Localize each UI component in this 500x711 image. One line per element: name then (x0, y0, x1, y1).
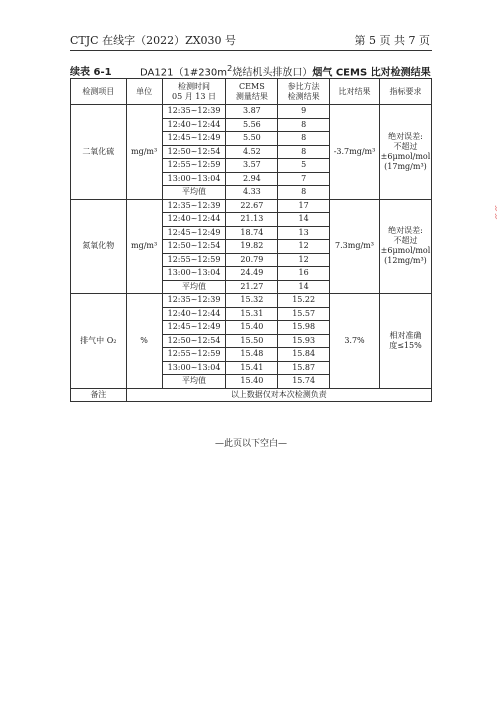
column-header: 指标要求 (379, 79, 431, 105)
remark-row (71, 388, 432, 402)
time-cell: 平均值 (162, 375, 226, 389)
column-header: 检测项目 (71, 79, 127, 105)
unit: mg/m³ (126, 199, 162, 294)
comparison-result: 3.7% (330, 294, 380, 389)
time-cell: 12:45~12:49 (162, 321, 226, 335)
requirement: 绝对误差: 不超过 ±6μmol/mol (17mg/m³) (379, 105, 431, 200)
time-cell: 12:35~12:39 (162, 105, 226, 119)
cems-value: 15.31 (226, 307, 278, 321)
table-caption (140, 63, 431, 78)
time-cell: 12:40~12:44 (162, 307, 226, 321)
reference-value: 14 (278, 280, 330, 294)
reference-value: 15.98 (278, 321, 330, 335)
cems-value: 4.33 (226, 186, 278, 200)
seal-stamp: ⌇⌇ (492, 205, 500, 221)
reference-value: 14 (278, 213, 330, 227)
table-header-row (71, 79, 432, 105)
caption-sup: 2 (227, 63, 233, 73)
blank-below-note: —此页以下空白— (214, 439, 287, 449)
caption-bold: 烟气 CEMS 比对检测结果 (312, 67, 431, 79)
comparison-result: 7.3mg/m³ (330, 199, 380, 294)
item-name: 二氧化硫 (71, 105, 127, 200)
requirement: 绝对误差: 不超过 ±6μmol/mol (12mg/m³) (379, 199, 431, 294)
cems-value: 21.27 (226, 280, 278, 294)
time-cell: 12:50~12:54 (162, 334, 226, 348)
cems-value: 4.52 (226, 145, 278, 159)
reference-value: 12 (278, 253, 330, 267)
reference-value: 8 (278, 118, 330, 132)
reference-value: 8 (278, 186, 330, 200)
time-cell: 12:50~12:54 (162, 145, 226, 159)
time-cell: 12:40~12:44 (162, 118, 226, 132)
reference-value: 8 (278, 145, 330, 159)
reference-value: 9 (278, 105, 330, 119)
cems-value: 15.48 (226, 348, 278, 362)
time-cell: 13:00~13:04 (162, 172, 226, 186)
cems-value: 3.87 (226, 105, 278, 119)
cems-value: 5.56 (226, 118, 278, 132)
time-cell: 12:55~12:59 (162, 159, 226, 173)
reference-value: 13 (278, 226, 330, 240)
reference-value: 12 (278, 240, 330, 254)
cems-value: 15.50 (226, 334, 278, 348)
remark-label: 备注 (71, 388, 127, 402)
reference-value: 15.84 (278, 348, 330, 362)
time-cell: 平均值 (162, 186, 226, 200)
table-row (71, 105, 432, 119)
cems-value: 5.50 (226, 132, 278, 146)
table-row (71, 294, 432, 308)
column-header: 参比方法 检测结果 (278, 79, 330, 105)
comparison-result: -3.7mg/m³ (330, 105, 380, 200)
results-table (70, 78, 432, 402)
time-cell: 13:00~13:04 (162, 267, 226, 281)
table-row (71, 199, 432, 213)
remark-text: 以上数据仅对本次检测负责 (126, 388, 431, 402)
time-cell: 平均值 (162, 280, 226, 294)
cems-value: 2.94 (226, 172, 278, 186)
cems-value: 15.40 (226, 375, 278, 389)
cems-value: 24.49 (226, 267, 278, 281)
column-header: 比对结果 (330, 79, 380, 105)
page-number: 第 5 页 共 7 页 (354, 34, 430, 47)
cems-value: 19.82 (226, 240, 278, 254)
reference-value: 7 (278, 172, 330, 186)
column-header: 单位 (126, 79, 162, 105)
requirement: 相对准确 度≤15% (379, 294, 431, 389)
cems-value: 20.79 (226, 253, 278, 267)
time-cell: 13:00~13:04 (162, 361, 226, 375)
reference-value: 15.57 (278, 307, 330, 321)
time-cell: 12:45~12:49 (162, 132, 226, 146)
cems-value: 15.41 (226, 361, 278, 375)
reference-value: 16 (278, 267, 330, 281)
table-number: 续表 6-1 (70, 67, 112, 78)
time-cell: 12:40~12:44 (162, 213, 226, 227)
cems-value: 21.13 (226, 213, 278, 227)
reference-value: 15.22 (278, 294, 330, 308)
unit: mg/m³ (126, 105, 162, 200)
cems-value: 15.32 (226, 294, 278, 308)
caption-pre: DA121（1#230m (140, 67, 228, 79)
unit: % (126, 294, 162, 389)
time-cell: 12:55~12:59 (162, 348, 226, 362)
cems-value: 18.74 (226, 226, 278, 240)
caption-mid: 烧结机头排放口） (232, 67, 313, 79)
cems-value: 15.40 (226, 321, 278, 335)
time-cell: 12:45~12:49 (162, 226, 226, 240)
report-number: CTJC 在线字（2022）ZX030 号 (70, 34, 237, 47)
time-cell: 12:35~12:39 (162, 199, 226, 213)
time-cell: 12:50~12:54 (162, 240, 226, 254)
column-header: CEMS 测量结果 (226, 79, 278, 105)
reference-value: 5 (278, 159, 330, 173)
column-header: 检测时间 05 月 13 日 (162, 79, 226, 105)
reference-value: 15.74 (278, 375, 330, 389)
cems-value: 22.67 (226, 199, 278, 213)
time-cell: 12:35~12:39 (162, 294, 226, 308)
header-divider (70, 50, 432, 51)
item-name: 氮氧化物 (71, 199, 127, 294)
reference-value: 15.87 (278, 361, 330, 375)
reference-value: 17 (278, 199, 330, 213)
reference-value: 15.93 (278, 334, 330, 348)
cems-value: 3.57 (226, 159, 278, 173)
item-name: 排气中 O₂ (71, 294, 127, 389)
reference-value: 8 (278, 132, 330, 146)
time-cell: 12:55~12:59 (162, 253, 226, 267)
